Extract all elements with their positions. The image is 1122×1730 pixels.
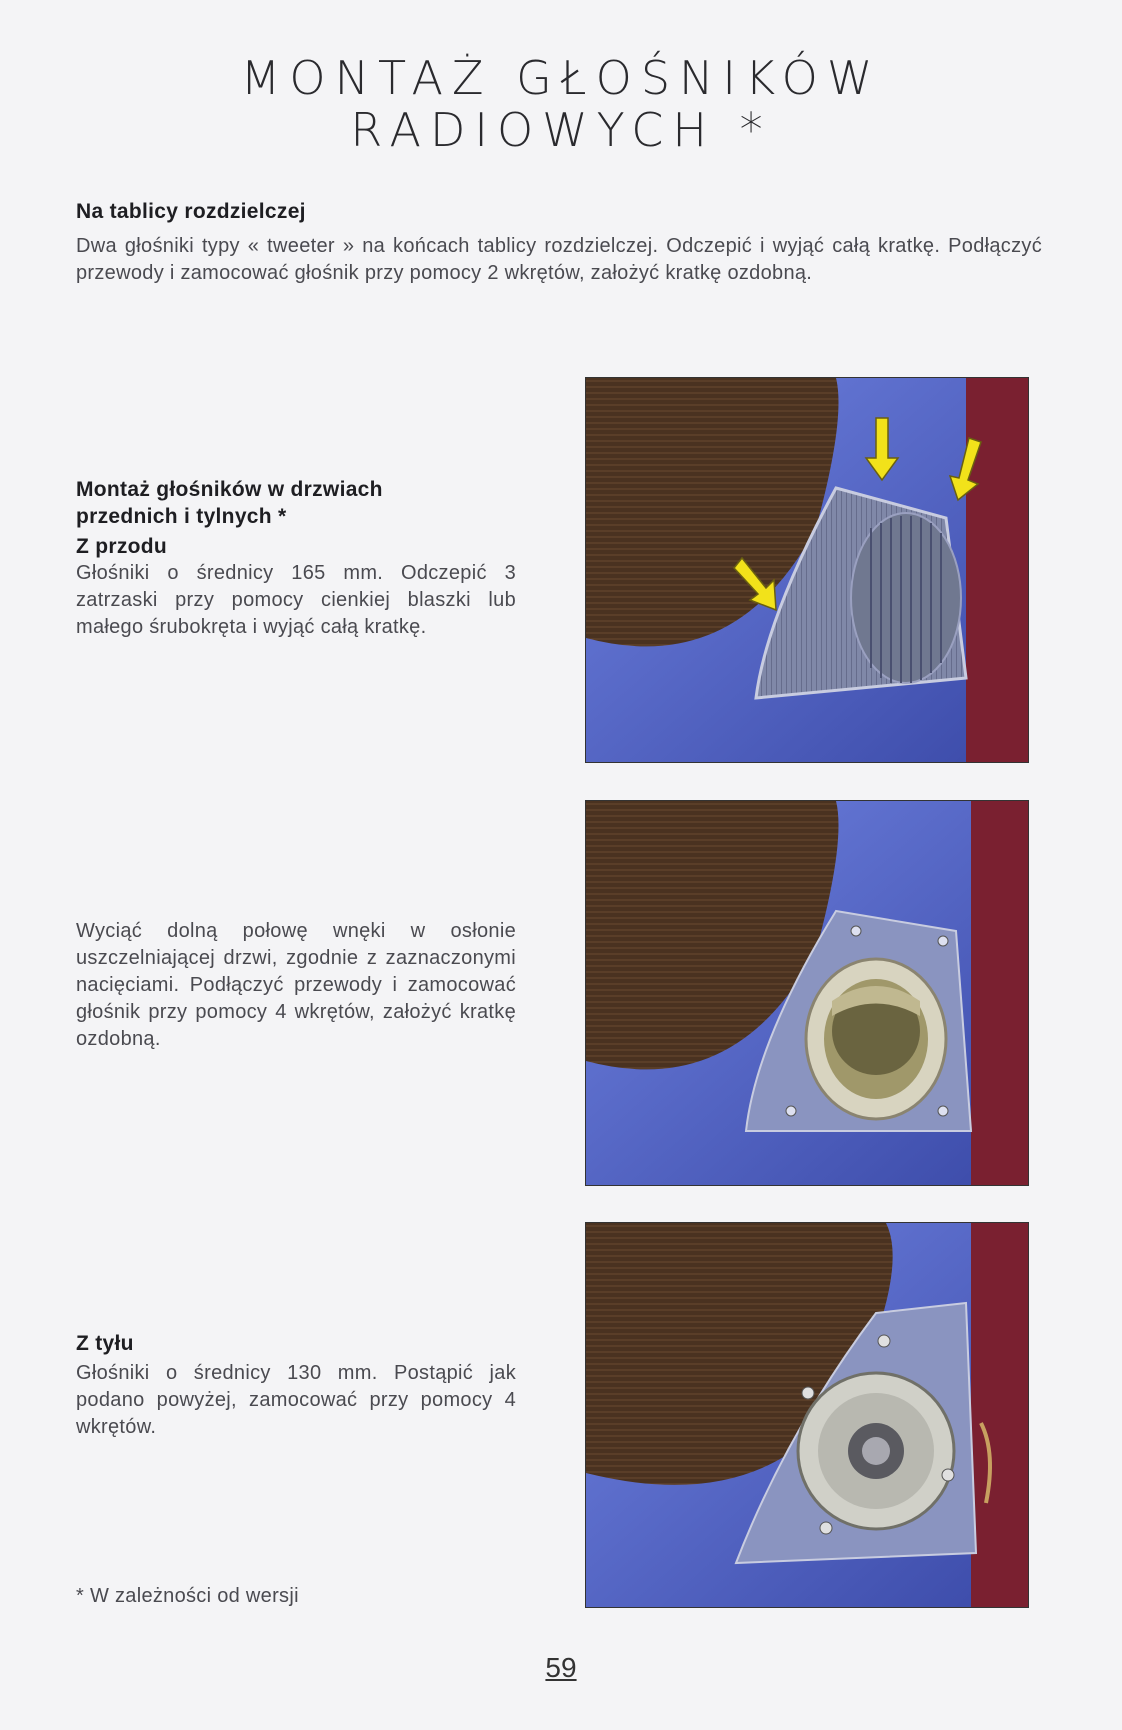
page-number: 59 [545, 1652, 577, 1683]
dashboard-text: Dwa głośniki typy « tweeter » na końcach tablicy rozdzielczej. Odczepić i wyjąć całą kratkę. Podłączyć przewody i zamocować głośnik przy pomocy 2 wkrętów, założyć kratkę ozdobną. [76, 235, 1042, 284]
doors-heading-line-1: Montaż głośników w drzwiach [76, 478, 383, 501]
dashboard-heading: Na tablicy rozdzielczej [76, 200, 306, 223]
doors-heading-line-2: przednich i tylnych * [76, 505, 287, 528]
page-title-line-2: RADIOWYCH * [350, 103, 772, 157]
front-heading: Z przodu [76, 535, 168, 558]
rear-heading: Z tyłu [76, 1332, 134, 1355]
front-speaker-grille-illustration [585, 377, 1029, 763]
rear-text: Głośniki o średnicy 130 mm. Postąpić jak podano powyżej, zamocować przy pomocy 4 wkrętów. [76, 1362, 516, 1438]
front-speaker-mounted-illustration [585, 800, 1029, 1186]
page-title-line-1: MONTAŻ GŁOŚNIKÓW [240, 51, 882, 105]
front-text: Głośniki o średnicy 165 mm. Odczepić 3 zatrzaski przy pomocy cienkiej blaszki lub małego śrubokręta i wyjąć całą kratkę. [76, 562, 516, 638]
rear-speaker-illustration [585, 1222, 1029, 1608]
cutout-instructions-text: Wyciąć dolną połowę wnęki w osłonie uszczelniającej drzwi, zgodnie z zaznaczonymi nacięciami. Podłączyć przewody i zamocować głośnik przy pomocy 4 wkrętów, założyć kratkę ozdobną. [76, 920, 516, 1050]
footnote: * W zależności od wersji [76, 1585, 299, 1607]
